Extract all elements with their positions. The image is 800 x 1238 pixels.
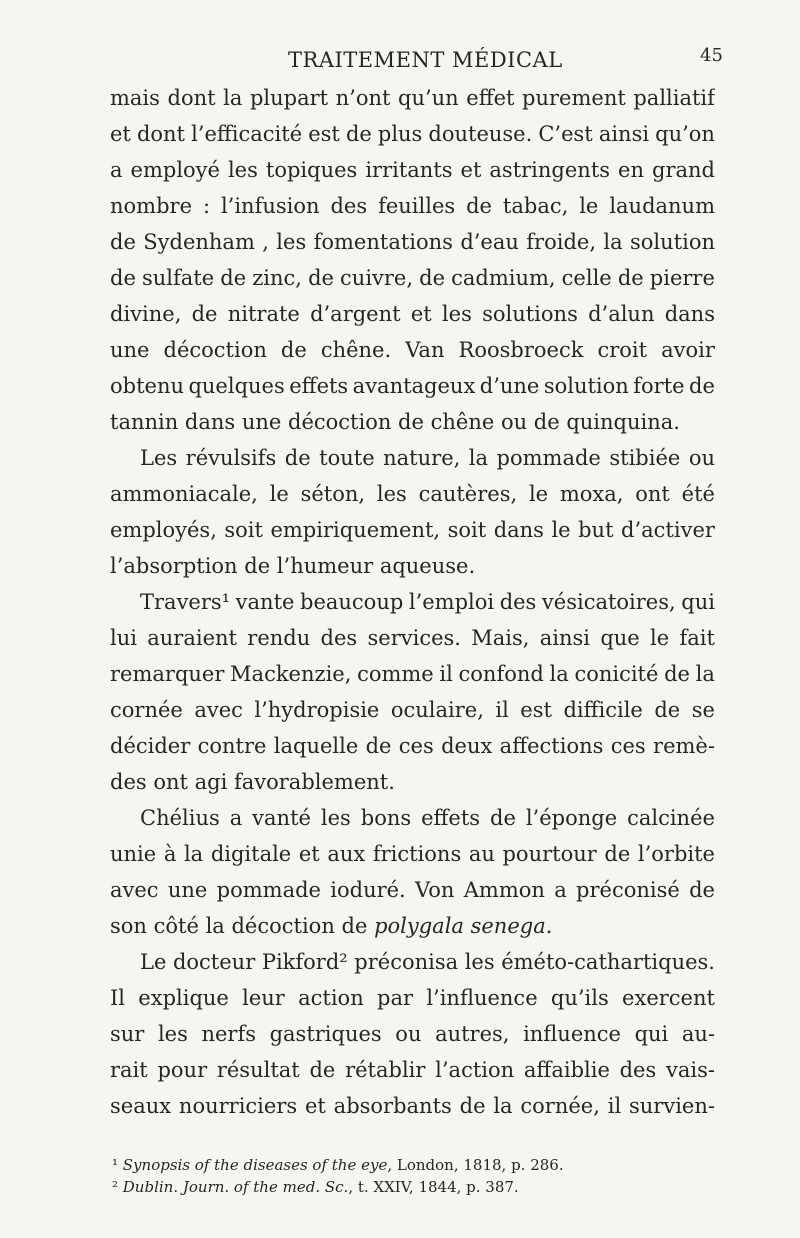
text-line: employés, soit empiriquement, soit dans le but d’activer [110, 518, 715, 542]
text-line: tannin dans une décoction de chêne ou de quinquina. [110, 410, 680, 434]
text-line: remarquer Mackenzie, comme il confond la conicité de la [110, 662, 715, 686]
text-line: des ont agi favorablement. [110, 770, 395, 794]
text-line: de Sydenham , les fomentations d’eau froide, la solution [110, 230, 715, 254]
text-line: son côté la décoction de polygala senega. [110, 914, 553, 938]
text-line: de sulfate de zinc, de cuivre, de cadmium, celle de pierre [110, 266, 715, 290]
text-line: cornée avec l’hydropisie oculaire, il est difficile de se [110, 698, 715, 722]
text-line: Le docteur Pikford² préconisa les éméto-cathartiques. [140, 950, 715, 974]
text-line: et dont l’efficacité est de plus douteuse. C’est ainsi qu’on [110, 122, 715, 146]
text-line: sur les nerfs gastriques ou autres, influence qui au- [110, 1022, 715, 1046]
text-line: avec une pommade ioduré. Von Ammon a préconisé de [110, 878, 715, 902]
footnote [112, 1176, 722, 1198]
footnote [112, 1154, 722, 1176]
text-line: ammoniacale, le séton, les cautères, le moxa, ont été [110, 482, 715, 506]
page-number: 45 [700, 45, 723, 66]
footnote-mark: ¹ [112, 1156, 123, 1174]
body-text [110, 80, 715, 1124]
text-line: l’absorption de l’humeur aqueuse. [110, 554, 476, 578]
page-header [0, 40, 800, 76]
text-line: lui auraient rendu des services. Mais, ainsi que le fait [110, 626, 715, 650]
footnote-title: Dublin. Journ. of the med. Sc. [122, 1178, 349, 1196]
text-line: décider contre laquelle de ces deux affections ces remè- [110, 734, 715, 758]
footnote-title: Synopsis of the diseases of the eye [122, 1156, 388, 1174]
footnotes [112, 1154, 722, 1198]
footnote-reference: , t. XXIV, 1844, p. 387. [348, 1178, 519, 1196]
text-line: Il explique leur action par l’influence qu’ils exercent [110, 986, 715, 1010]
text-line: seaux nourriciers et absorbants de la cornée, il survien- [110, 1094, 715, 1118]
text-line: mais dont la plupart n’ont qu’un effet purement palliatif [110, 86, 715, 110]
text-line: une décoction de chêne. Van Roosbroeck croit avoir [110, 338, 715, 362]
text-line: Chélius a vanté les bons effets de l’éponge calcinée [140, 806, 715, 830]
running-title: TRAITEMENT MÉDICAL [288, 48, 563, 72]
text-line: a employé les topiques irritants et astringents en grand [110, 158, 715, 182]
text-line: Travers¹ vante beaucoup l’emploi des vésicatoires, qui [140, 590, 715, 614]
text-line: obtenu quelques effets avantageux d’une solution forte de [110, 374, 715, 398]
text-line: Les révulsifs de toute nature, la pommade stibiée ou [140, 446, 715, 470]
text-line: divine, de nitrate d’argent et les solutions d’alun dans [110, 302, 715, 326]
text-line: nombre : l’infusion des feuilles de tabac, le laudanum [110, 194, 715, 218]
footnote-mark: ² [112, 1178, 123, 1196]
text-line: unie à la digitale et aux frictions au pourtour de l’orbite [110, 842, 715, 866]
text-line: rait pour résultat de rétablir l’action affaiblie des vais- [110, 1058, 715, 1082]
footnote-reference: , London, 1818, p. 286. [387, 1156, 564, 1174]
